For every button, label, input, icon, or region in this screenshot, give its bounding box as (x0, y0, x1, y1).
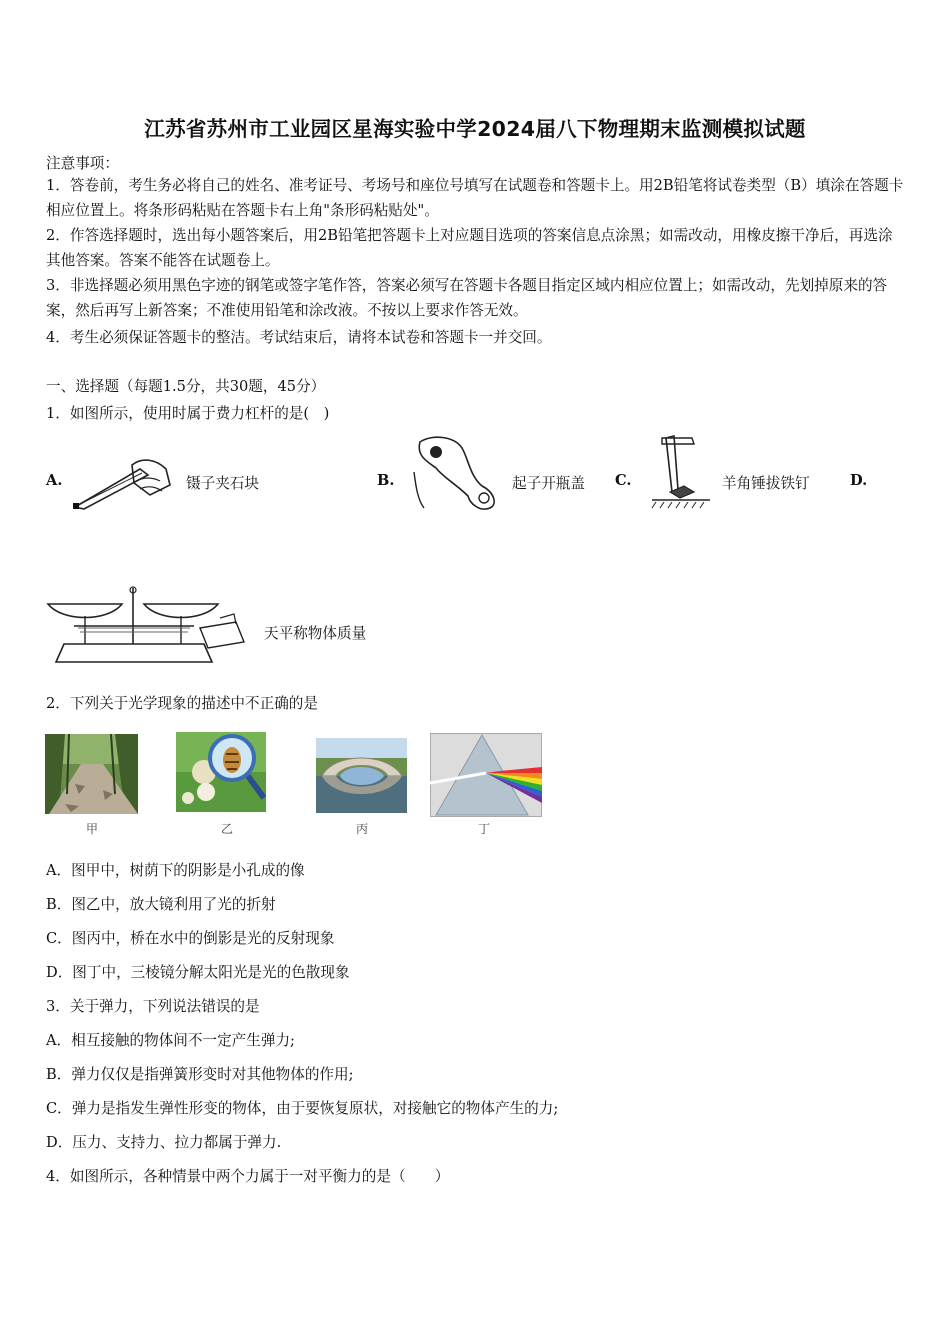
question-3-stem: 3．关于弹力，下列说法错误的是 (46, 998, 260, 1015)
bridge-reflection-photo (316, 738, 407, 813)
page-title: 江苏省苏州市工业园区星海实验中学2024届八下物理期末监测模拟试题 (144, 117, 806, 141)
tree-shade-photo (45, 734, 138, 814)
q3-option-d: D．压力、支持力、拉力都属于弹力. (46, 1134, 282, 1151)
q2-option-d: D．图丁中，三棱镜分解太阳光是光的色散现象 (46, 964, 350, 981)
q1-option-b-letter: B. (377, 472, 395, 489)
pic-label-ding: 丁 (478, 822, 491, 836)
question-2-stem: 2．下列关于光学现象的描述中不正确的是 (46, 695, 318, 712)
q2-option-a: A．图甲中，树荫下的阴影是小孔成的像 (46, 862, 305, 879)
q1-option-c-caption: 羊角锤拔铁钉 (722, 475, 810, 492)
q1-option-d-letter: D. (850, 472, 868, 489)
q2-option-c: C．图丙中，桥在水中的倒影是光的反射现象 (46, 930, 335, 947)
q1-option-d-caption: 天平称物体质量 (264, 625, 367, 642)
bottle-opener-image (410, 432, 505, 512)
q3-option-a: A．相互接触的物体间不一定产生弹力; (46, 1032, 295, 1049)
notice-item-3: 3．非选择题必须用黑色字迹的钢笔或签字笔作答，答案必须写在答题卡各题目指定区域内相应位置上；如需改动，先划掉原来的答案，然后再写上新答案；不准使用铅笔和涂改液。不按以上要求作答无效。 (46, 277, 888, 319)
magnifier-photo (176, 732, 266, 812)
claw-hammer-image (648, 432, 720, 512)
q1-option-a-letter: A. (46, 472, 63, 489)
q3-option-b: B．弹力仅仅是指弹簧形变时对其他物体的作用; (46, 1066, 354, 1083)
question-4-stem: 4．如图所示，各种情景中两个力属于一对平衡力的是（ ） (46, 1168, 450, 1185)
notice-item-2: 2．作答选择题时，选出每小题答案后，用2B铅笔把答题卡上对应题目选项的答案信息点涂黑；如需改动，用橡皮擦干净后，再选涂其他答案。答案不能答在试题卷上。 (46, 227, 893, 269)
notice-item-1: 1．答卷前，考生务必将自己的姓名、准考证号、考场号和座位号填写在试题卷和答题卡上。用2B铅笔将试卷类型（B）填涂在答题卡相应位置上。将条形码粘贴在答题卡右上角"条形码粘贴处"。 (46, 177, 904, 219)
pic-label-yi: 乙 (221, 822, 234, 836)
q1-option-c-letter: C. (615, 472, 632, 489)
balance-scale-image (44, 582, 259, 668)
q2-option-b: B．图乙中，放大镜利用了光的折射 (46, 896, 276, 913)
q1-option-a-caption: 镊子夹石块 (186, 475, 259, 492)
tweezers-image (70, 455, 175, 513)
q3-option-c: C．弹力是指发生弹性形变的物体，由于要恢复原状，对接触它的物体产生的力; (46, 1100, 559, 1117)
question-1-stem: 1．如图所示，使用时属于费力杠杆的是( ) (46, 405, 330, 422)
notice-item-4: 4．考生必须保证答题卡的整洁。考试结束后，请将本试卷和答题卡一并交回。 (46, 329, 552, 346)
pic-label-jia: 甲 (86, 822, 99, 836)
q1-option-b-caption: 起子开瓶盖 (512, 475, 585, 492)
pic-label-bing: 丙 (356, 822, 369, 836)
prism-dispersion-photo (430, 733, 542, 817)
notice-heading: 注意事项： (46, 155, 119, 172)
section-heading: 一、选择题（每题1.5分，共30题，45分） (46, 378, 326, 395)
